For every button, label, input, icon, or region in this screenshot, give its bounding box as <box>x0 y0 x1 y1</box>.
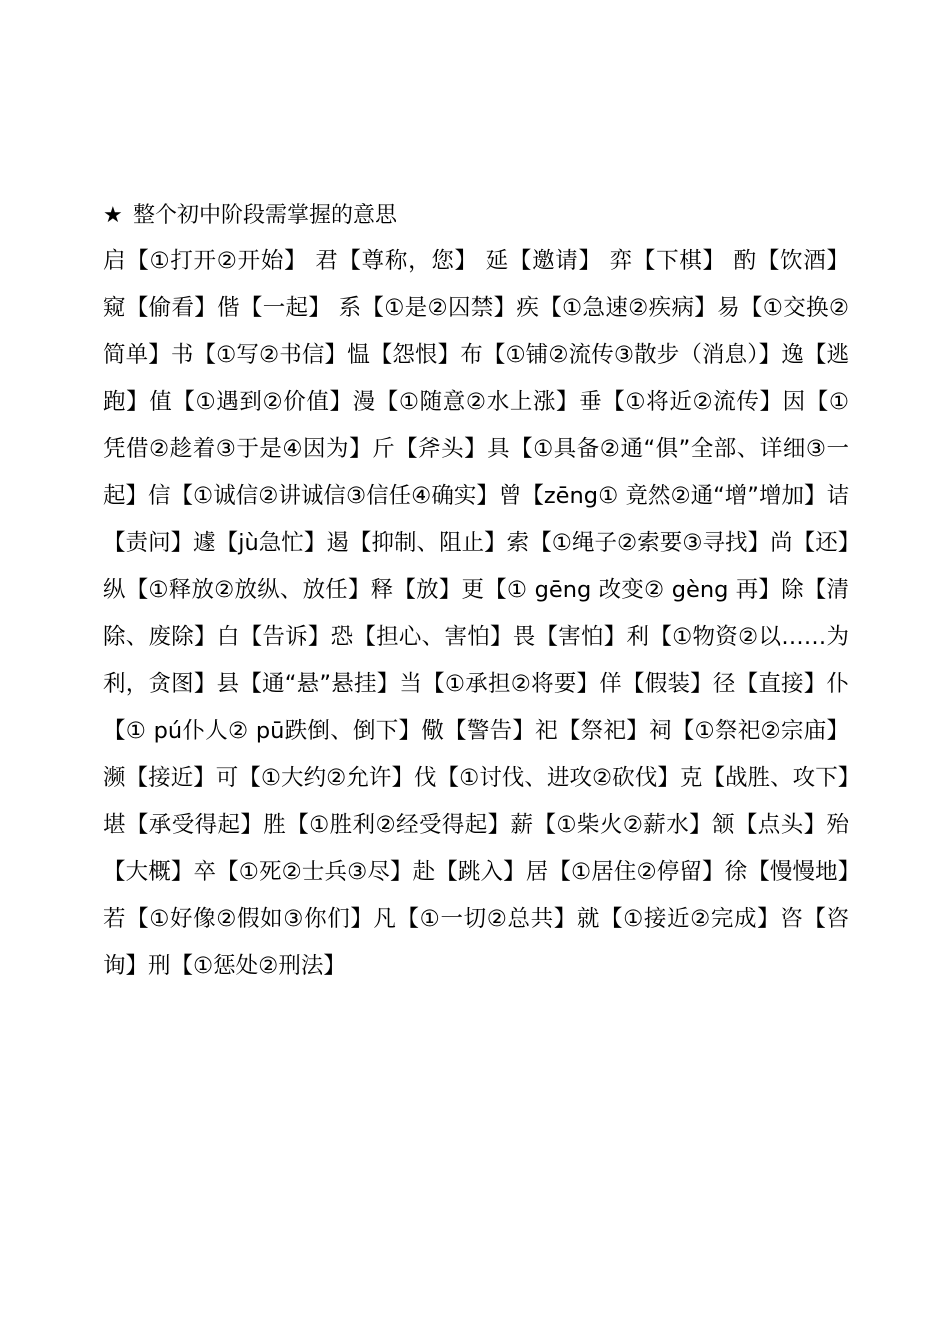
black-star-icon: ★ <box>103 203 123 228</box>
section-heading-text: 整个初中阶段需掌握的意思 <box>133 203 398 228</box>
section-heading <box>103 196 849 236</box>
vocabulary-paragraph: 启【①打开②开始】 君【尊称，您】 延【邀请】 弈【下棋】 酌【饮酒】 窥【偷看】偕【一起】 系【①是②囚禁】疾【①急速②疾病】易【①交换②简单】书【①写②书信】愠【怨恨】布【①铺②流传③散步（消息）】逸【逃跑】值【①遇到②价值】漫【①随意②水上涨】垂【①将近②流传】因【①凭借②趁着③于是④因为】斤【斧头】具【①具备②通“俱”全部、详细③一起】信【①诚信②讲诚信③信任④确实】曾【zēng① 竟然②通“增”增加】诘【责问】遽【jù急忙】遏【抑制、阻止】索【①绳子②索要③寻找】尚【还】纵【①释放②放纵、放任】释【放】更【① gēng 改变② gèng 再】除【清除、废除】白【告诉】恐【担心、害怕】畏【害怕】利【①物资②以……为利，贪图】县【通“悬”悬挂】当【①承担②将要】佯【假装】径【直接】仆【① pú仆人② pū跌倒、倒下】儆【警告】祀【祭祀】祠【①祭祀②宗庙】濒【接近】可【①大约②允许】伐【①讨伐、进攻②砍伐】克【战胜、攻下】堪【承受得起】胜【①胜利②经受得起】薪【①柴火②薪水】颔【点头】殆【大概】卒【①死②士兵③尽】赴【跳入】居【①居住②停留】徐【慢慢地】若【①好像②假如③你们】凡【①一切②总共】就【①接近②完成】咨【咨询】刑【①惩处②刑法】 <box>103 248 849 979</box>
document-content <box>103 196 849 990</box>
